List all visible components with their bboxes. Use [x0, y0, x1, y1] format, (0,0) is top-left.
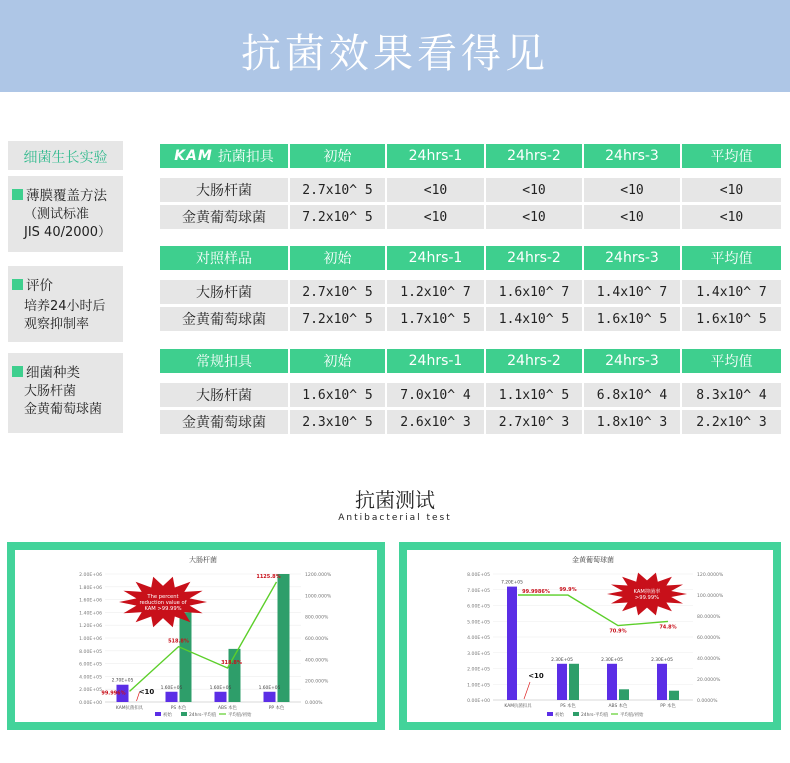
- table-header-label: 常规扣具: [196, 354, 252, 370]
- chart-title: 大肠杆菌: [189, 556, 217, 564]
- callout-text: The percent: [147, 594, 179, 600]
- legend-label: 初始: [555, 713, 564, 718]
- chart-frame-staph: [399, 542, 781, 730]
- bar-value-label: 1.60E+05: [258, 685, 281, 691]
- table-cell: 1.6x10^ 5: [290, 383, 385, 407]
- table-cell: 1.2x10^ 7: [387, 280, 484, 304]
- side-block-line: 金黄葡萄球菌: [24, 402, 103, 417]
- side-block-line: 大肠杆菌: [24, 384, 77, 399]
- y2-tick-label: 0.0000%: [697, 699, 718, 704]
- table-cell: 1.4x10^ 5: [486, 307, 582, 331]
- bar-value-label: 7.20E+05: [501, 580, 523, 586]
- y-tick-label: 6.00E+05: [467, 604, 490, 610]
- y-tick-label: 0.00E+00: [467, 699, 490, 704]
- table-cell: 6.8x10^ 4: [584, 383, 680, 407]
- bar-initial: [657, 664, 667, 700]
- bar-initial: [507, 587, 517, 700]
- y-tick-label: 1.00E+06: [79, 637, 102, 642]
- table-cell: 1.4x10^ 7: [682, 280, 781, 304]
- y-tick-label: 7.00E+05: [467, 588, 490, 594]
- table-cell: 1.8x10^ 3: [584, 410, 680, 434]
- table-cell: 2.7x10^ 5: [290, 178, 385, 202]
- legend-swatch-24h: [181, 712, 187, 716]
- row-label: 金黄葡萄球菌: [160, 307, 288, 331]
- y2-tick-label: 1200.000%: [305, 573, 332, 578]
- bar-initial: [166, 692, 178, 702]
- table-cell: <10: [387, 178, 484, 202]
- table-cell: <10: [682, 205, 781, 229]
- table-2: [160, 246, 781, 330]
- table-header-cell: 初始: [290, 246, 385, 270]
- table-header-name: [160, 144, 288, 168]
- bar-value-label: 1.60E+05: [160, 685, 183, 691]
- legend-label: 平均值/初始: [228, 713, 252, 718]
- x-tick-label: ABS 本色: [218, 706, 237, 711]
- table-header-name: [160, 349, 288, 373]
- side-block-evaluation: [8, 266, 123, 342]
- callout-text: KAM抑菌率: [633, 589, 661, 595]
- y2-tick-label: 100.0000%: [697, 594, 724, 599]
- green-square-icon: [12, 366, 23, 377]
- x-tick-label: KAM抗菌扣具: [504, 704, 532, 709]
- banner-title: 抗菌效果看得见: [241, 31, 549, 77]
- line-value-label: 99.9%: [559, 587, 577, 594]
- side-heading-label: 细菌生长实验: [23, 150, 108, 166]
- table-header-cell: 24hrs-1: [387, 246, 484, 270]
- callout-text: KAM >99.99%: [144, 606, 182, 612]
- row-label: 金黄葡萄球菌: [160, 205, 288, 229]
- bar-initial: [215, 692, 227, 702]
- bar-24h: [619, 689, 629, 700]
- y-tick-label: 0.00E+00: [79, 701, 102, 706]
- legend-swatch-initial: [155, 712, 161, 716]
- y2-tick-label: 20.0000%: [697, 678, 721, 683]
- table-header-name: [160, 246, 288, 270]
- table-header-cell: 初始: [290, 144, 385, 168]
- y2-tick-label: 1000.000%: [305, 594, 332, 600]
- side-block-line: 观察抑制率: [24, 317, 90, 332]
- legend-label: 24hrs-平均值: [189, 713, 217, 718]
- bar-value-label: 1.60E+05: [209, 685, 232, 691]
- table-header-cell: 24hrs-2: [486, 349, 582, 373]
- row-label: 大肠杆菌: [160, 280, 288, 304]
- x-tick-label: PP 本色: [268, 706, 285, 711]
- table-cell: 1.6x10^ 5: [682, 307, 781, 331]
- line-value-label: 74.8%: [659, 624, 677, 631]
- y-tick-label: 4.00E+05: [79, 675, 102, 681]
- y2-tick-label: 400.000%: [305, 658, 329, 664]
- line-value-label: 518.8%: [168, 638, 189, 645]
- table-cell: 7.0x10^ 4: [387, 383, 484, 407]
- line-value-label: 99.996%: [101, 690, 126, 697]
- chart-frame-ecoli: [7, 542, 385, 730]
- side-heading: [8, 141, 123, 170]
- table-cell: <10: [387, 205, 484, 229]
- table-header-cell: 24hrs-1: [387, 349, 484, 373]
- table-header-cell: 初始: [290, 349, 385, 373]
- y-tick-label: 1.20E+06: [79, 624, 102, 630]
- y2-tick-label: 200.000%: [305, 679, 329, 685]
- legend-label: 平均值/初始: [620, 713, 644, 718]
- y-tick-label: 1.80E+06: [79, 585, 102, 591]
- bar-24h: [669, 691, 679, 700]
- table-header-cell: 平均值: [682, 144, 781, 168]
- section-title: 抗菌测试: [355, 488, 435, 512]
- table-header-cell: 平均值: [682, 349, 781, 373]
- row-label: 大肠杆菌: [160, 383, 288, 407]
- chart-staph: [407, 550, 773, 722]
- row-label: 金黄葡萄球菌: [160, 410, 288, 434]
- y-tick-label: 2.00E+05: [467, 667, 490, 673]
- bar-value-label: 2.70E+05: [111, 678, 134, 684]
- side-block-line: （测试标准: [24, 207, 90, 222]
- green-square-icon: [12, 279, 23, 290]
- table-cell: 7.2x10^ 5: [290, 307, 385, 331]
- legend-swatch-initial: [547, 712, 553, 716]
- chart-title: 金黄葡萄球菌: [572, 556, 614, 564]
- y-tick-label: 8.00E+05: [467, 573, 490, 578]
- side-block-bacteria: [8, 353, 123, 433]
- bar-initial: [264, 692, 276, 702]
- table-cell: 2.7x10^ 3: [486, 410, 582, 434]
- side-block-line: JIS 40/2000）: [24, 225, 112, 240]
- line-value-label: 1125.8%: [256, 573, 281, 580]
- table-cell: <10: [486, 205, 582, 229]
- low-value-label: <10: [528, 672, 544, 680]
- y2-tick-label: 40.0000%: [697, 657, 721, 662]
- y-tick-label: 1.40E+06: [79, 611, 102, 617]
- table-header-label: 对照样品: [196, 251, 252, 267]
- y-tick-label: 1.00E+05: [467, 683, 490, 689]
- table-cell: 7.2x10^ 5: [290, 205, 385, 229]
- bar-value-label: 2.30E+05: [651, 657, 673, 663]
- y2-tick-label: 600.000%: [305, 637, 329, 642]
- bar-value-label: 2.30E+05: [551, 657, 573, 663]
- y2-tick-label: 800.000%: [305, 615, 329, 621]
- table-1: [160, 144, 781, 228]
- table-cell: 8.3x10^ 4: [682, 383, 781, 407]
- side-block-method: [8, 176, 123, 252]
- y-tick-label: 4.00E+05: [467, 636, 490, 641]
- table-cell: 1.6x10^ 7: [486, 280, 582, 304]
- y-tick-label: 3.00E+05: [467, 651, 490, 657]
- line-value-label: 318.8%: [221, 659, 242, 666]
- table-cell: 2.7x10^ 5: [290, 280, 385, 304]
- kam-logo: KAM: [174, 148, 213, 164]
- y-tick-label: 2.00E+05: [79, 688, 102, 694]
- y-tick-label: 1.60E+06: [79, 598, 102, 604]
- table-header-label: 抗菌扣具: [217, 149, 274, 165]
- table-header-cell: 24hrs-2: [486, 144, 582, 168]
- legend-swatch-24h: [573, 712, 579, 716]
- table-header-cell: 24hrs-3: [584, 349, 680, 373]
- table-cell: <10: [682, 178, 781, 202]
- side-block-title: 细菌种类: [26, 365, 80, 381]
- chart-ecoli: [15, 550, 377, 722]
- bar-24h: [569, 664, 579, 700]
- y-tick-label: 6.00E+05: [79, 662, 102, 668]
- bar-initial: [557, 664, 567, 700]
- y-tick-label: 8.00E+05: [79, 649, 102, 655]
- x-tick-label: PS 本色: [560, 704, 576, 709]
- table-cell: 2.2x10^ 3: [682, 410, 781, 434]
- table-cell: <10: [584, 178, 680, 202]
- table-cell: <10: [584, 205, 680, 229]
- y-tick-label: 5.00E+05: [467, 620, 490, 626]
- banner: [0, 0, 790, 92]
- table-cell: 2.3x10^ 5: [290, 410, 385, 434]
- x-tick-label: ABS 本色: [608, 704, 628, 709]
- x-tick-label: PP 本色: [660, 704, 676, 709]
- row-label: 大肠杆菌: [160, 178, 288, 202]
- table-header-cell: 24hrs-2: [486, 246, 582, 270]
- bar-initial: [607, 664, 617, 700]
- table-header-cell: 平均值: [682, 246, 781, 270]
- callout-text: >99.99%: [634, 595, 660, 601]
- table-header-cell: 24hrs-3: [584, 144, 680, 168]
- table-cell: 2.6x10^ 3: [387, 410, 484, 434]
- table-cell: 1.7x10^ 5: [387, 307, 484, 331]
- bar-24h: [278, 574, 290, 702]
- table-cell: 1.6x10^ 5: [584, 307, 680, 331]
- section-subtitle: Antibacterial test: [338, 513, 452, 523]
- table-cell: 1.4x10^ 7: [584, 280, 680, 304]
- legend-label: 24hrs-平均值: [581, 713, 609, 718]
- y2-tick-label: 60.0000%: [697, 636, 721, 641]
- line-value-label: 99.9986%: [522, 589, 550, 596]
- y2-tick-label: 80.0000%: [697, 615, 721, 620]
- bar-value-label: 2.30E+05: [601, 657, 623, 663]
- table-cell: 1.1x10^ 5: [486, 383, 582, 407]
- y-tick-label: 2.00E+06: [79, 573, 102, 578]
- callout-text: reduction value of: [139, 600, 187, 606]
- table-header-cell: 24hrs-1: [387, 144, 484, 168]
- y2-tick-label: 0.000%: [305, 701, 323, 706]
- x-tick-label: PS 本色: [170, 706, 187, 711]
- table-header-cell: 24hrs-3: [584, 246, 680, 270]
- legend-label: 初始: [163, 713, 172, 718]
- side-block-title: 薄膜覆盖方法: [26, 188, 107, 204]
- line-value-label: 70.9%: [609, 628, 627, 635]
- low-value-label: <10: [138, 688, 155, 696]
- table-cell: <10: [486, 178, 582, 202]
- green-square-icon: [12, 189, 23, 200]
- table-3: [160, 349, 781, 433]
- side-block-title: 评价: [26, 278, 53, 294]
- side-block-line: 培养24小时后: [24, 299, 106, 314]
- y2-tick-label: 120.0000%: [697, 573, 724, 578]
- x-tick-label: KAM抗菌扣具: [115, 706, 144, 711]
